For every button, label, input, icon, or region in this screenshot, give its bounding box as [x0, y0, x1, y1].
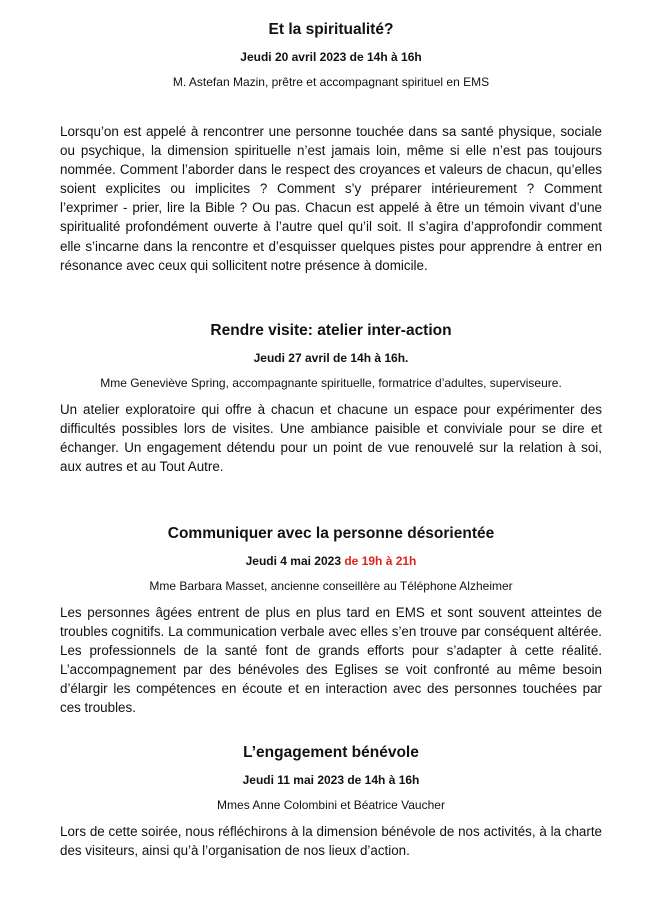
section-date-main: Jeudi 4 mai 2023 — [245, 554, 341, 568]
section-body: Lorsqu’on est appelé à rencontrer une personne touchée dans sa santé physique, sociale ou psychique, la dimension spirituelle n’est jamais loin, même si elle n’est pas toujours nommée. Comment l’aborder dans le respect des croyances et valeurs de chacun, qu’elles soient explicites ou implicites ? Comment s’y préparer intérieurement ? Comment l’exprimer - prier, lire la Bible ? Ou pas. Chacun est appelé à être un témoin vivant d’une spiritualité profondément ouverte à l’autre quel qu’il soit. Il s’agira d’approfondir comment elle s’incarne dans la rencontre et d’esquisser quelques pistes pour apprendre à entrer en résonance avec ceux qui sollicitent notre présence à domicile. — [60, 124, 602, 273]
section-date: Jeudi 20 avril 2023 de 14h à 16h — [240, 50, 422, 64]
section-speaker: Mmes Anne Colombini et Béatrice Vaucher — [217, 798, 445, 812]
section-body: Lors de cette soirée, nous réfléchirons à la dimension bénévole de nos activités, à la charte des visiteurs, ainsi qu’à l’organisation de nos lieux d’action. — [60, 824, 602, 859]
section-communiquer — [60, 524, 602, 718]
section-date — [60, 553, 602, 569]
section-title: L’engagement bénévole — [243, 744, 419, 761]
section-date: Jeudi 11 mai 2023 de 14h à 16h — [242, 773, 420, 787]
section-speaker: Mme Barbara Masset, ancienne conseillère au Téléphone Alzheimer — [149, 579, 513, 593]
section-body: Les personnes âgées entrent de plus en plus tard en EMS et sont souvent atteintes de troubles cognitifs. La communication verbale avec elles s’en trouve par conséquent altérée. Les professionnels de la santé font de grands efforts pour s’adapter à cette réalité. L’accompagnement par des bénévoles des Eglises se voit confronté au même besoin d’élargir les compétences en écoute et en interaction avec des personnes touchées par ces troubles. — [60, 605, 602, 716]
section-title: Communiquer avec la personne désorientée — [167, 525, 495, 542]
section-title: Rendre visite: atelier inter-action — [210, 322, 452, 339]
section-rendre-visite — [60, 321, 602, 476]
section-date: Jeudi 27 avril de 14h à 16h. — [253, 351, 409, 365]
section-title: Et la spiritualité? — [268, 21, 394, 38]
section-body: Un atelier exploratoire qui offre à chacun et chacune un espace pour expérimenter des difficultés possibles lors de visites. Une ambiance paisible et conviviale pour se dire et échanger. Un engagement détendu pour un point de vue renouvelé sur la relation à soi, aux autres et au Tout Autre. — [60, 402, 602, 475]
section-date-time-highlight: de 19h à 21h — [344, 554, 417, 568]
section-speaker: M. Astefan Mazin, prêtre et accompagnant spirituel en EMS — [172, 75, 490, 89]
section-speaker: Mme Geneviève Spring, accompagnante spirituelle, formatrice d’adultes, superviseure. — [100, 376, 562, 390]
section-engagement — [60, 743, 602, 860]
section-spiritualite — [60, 20, 602, 275]
